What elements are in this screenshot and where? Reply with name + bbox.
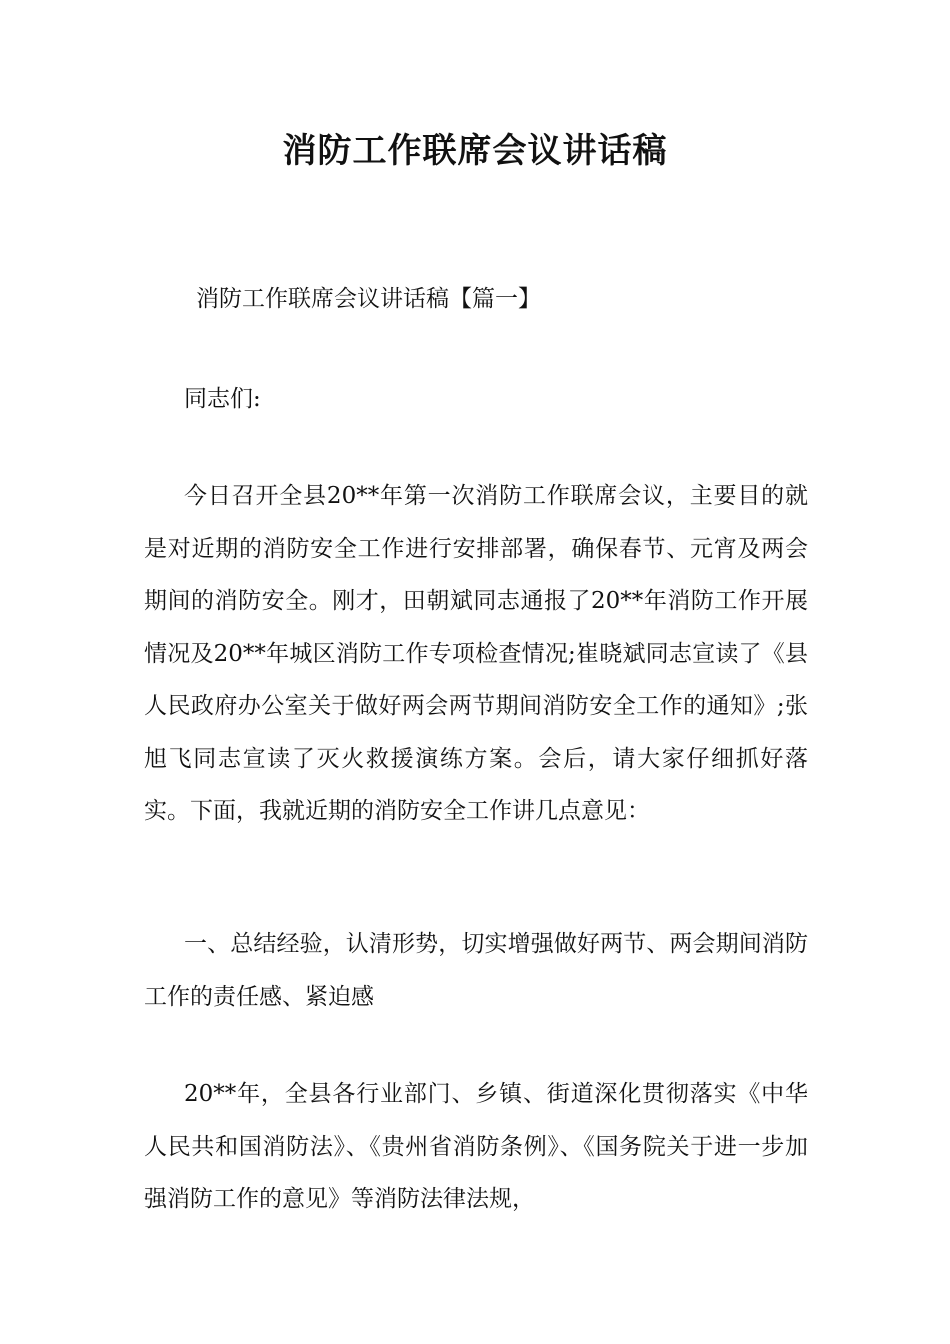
document-subtitle: 消防工作联席会议讲话稿【篇一】 <box>196 286 541 312</box>
section-heading-one: 一、总结经验，认清形势，切实增强做好两节、两会期间消防工作的责任感、紧迫感 <box>144 931 808 1010</box>
paragraph-summary: 20**年，全县各行业部门、乡镇、街道深化贯彻落实《中华人民共和国消防法》、《贵州省消防条例》、《国务院关于进一步加强消防工作的意见》等消防法律法规， <box>144 1081 808 1212</box>
greeting: 同志们: <box>184 386 261 412</box>
document-title: 消防工作联席会议讲话稿 <box>282 131 668 171</box>
paragraph-opening: 今日召开全县20**年第一次消防工作联席会议，主要目的就是对近期的消防安全工作进行安排部署，确保春节、元宵及两会期间的消防安全。刚才，田朝斌同志通报了20**年消防工作开展情况及20**年城区消防工作专项检查情况;崔晓斌同志宣读了《县人民政府办公室关于做好两会两节期间消防安全工作的通知》;张旭飞同志宣读了灭火救援演练方案。会后，请大家仔细抓好落实。下面，我就近期的消防安全工作讲几点意见： <box>144 483 808 824</box>
